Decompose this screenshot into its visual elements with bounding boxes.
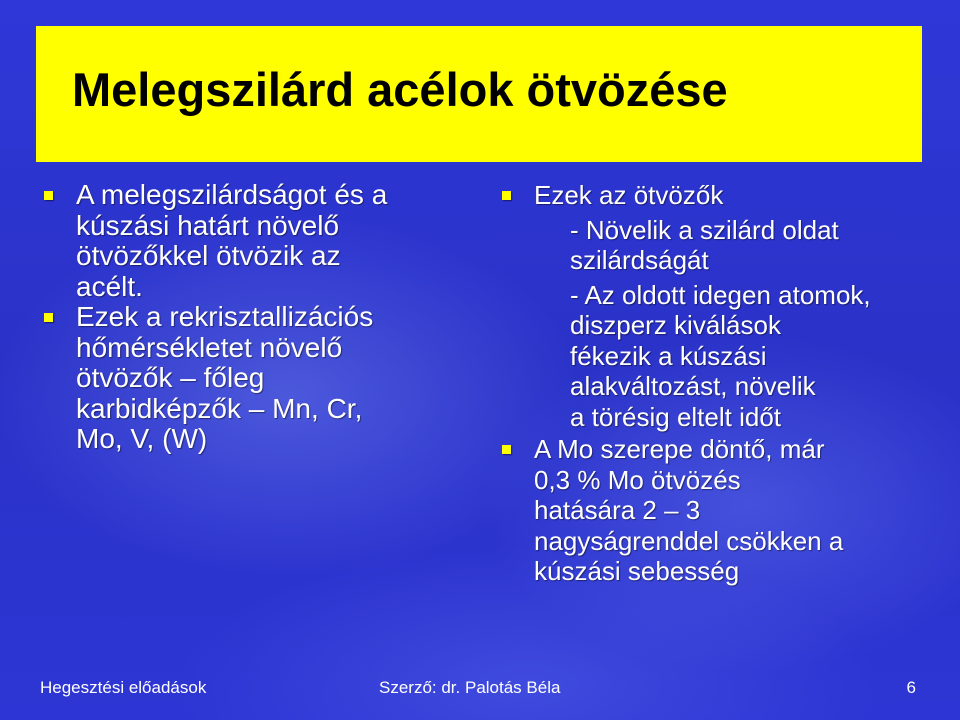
text-line: karbidképzők – Mn, Cr, bbox=[76, 392, 363, 424]
text-line: szilárdságát bbox=[570, 245, 709, 275]
text-line: Mo, V, (W) bbox=[76, 423, 208, 454]
bullet-item bbox=[38, 302, 458, 455]
text-line: A Mo szerepe döntő, már bbox=[534, 434, 825, 464]
text-line: ötvözők – főleg bbox=[76, 362, 265, 393]
square-bullet-icon bbox=[44, 191, 53, 200]
left-column bbox=[38, 180, 458, 455]
square-bullet-icon bbox=[502, 445, 511, 454]
square-bullet-icon bbox=[502, 191, 511, 200]
text-line: alakváltozást, növelik bbox=[570, 371, 816, 401]
text-line: Ezek a rekrisztallizációs bbox=[76, 301, 374, 332]
text-line: ötvözőkkel ötvözik az bbox=[76, 240, 341, 271]
text-line: nagyságrenddel csökken a bbox=[534, 525, 844, 556]
text-line: - Az oldott idegen atomok, bbox=[570, 279, 871, 310]
slide-number: 6 bbox=[906, 678, 916, 697]
slide-title: Melegszilárd acélok ötvözése bbox=[72, 63, 728, 116]
square-bullet-icon bbox=[44, 313, 53, 322]
text-line: kúszási határt növelő bbox=[76, 209, 340, 241]
text-line: A melegszilárdságot és a bbox=[76, 179, 388, 210]
text-line: fékezik a kúszási bbox=[570, 340, 767, 371]
right-column bbox=[496, 180, 936, 587]
text-line: 0,3 % Mo ötvözés bbox=[534, 464, 741, 495]
text-line: hőmérsékletet növelő bbox=[76, 331, 343, 363]
text-line: diszperz kiválások bbox=[570, 310, 781, 340]
text-line: hatására 2 – 3 bbox=[534, 495, 701, 525]
bullet-item bbox=[496, 434, 936, 587]
sub-item bbox=[496, 215, 936, 276]
bullet-item bbox=[38, 180, 458, 302]
sub-item bbox=[496, 280, 936, 433]
footer-course-title: Hegesztési előadások bbox=[40, 678, 207, 697]
text-line: - Növelik a szilárd oldat bbox=[570, 214, 839, 245]
bullet-heading: Ezek az ötvözők bbox=[534, 180, 724, 210]
text-line: acélt. bbox=[76, 270, 143, 302]
text-line: a törésig eltelt időt bbox=[570, 401, 782, 432]
text-line: kúszási sebesség bbox=[534, 556, 740, 586]
bullet-item bbox=[496, 180, 936, 211]
footer-author: Szerző: dr. Palotás Béla bbox=[379, 678, 561, 697]
title-bar bbox=[36, 26, 922, 162]
